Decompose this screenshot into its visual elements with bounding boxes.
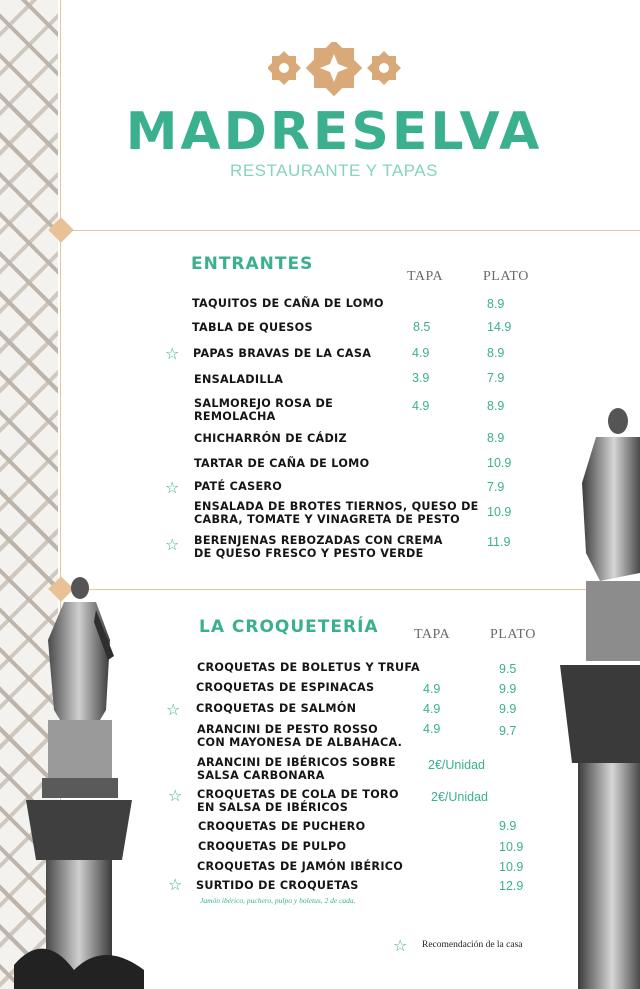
column-statue-left-image (14, 570, 144, 989)
menu-item-plato-price: 8.9 (487, 346, 505, 360)
star-outline-icon: ☆ (168, 786, 183, 805)
menu-item-name: ARANCINI DE PESTO ROSSO CON MAYONESA DE ALBAHACA. (197, 723, 403, 749)
restaurant-tagline: RESTAURANTE Y TAPAS (230, 161, 438, 180)
menu-item-unit-price: 2€/Unidad (431, 790, 488, 804)
menu-item-name: CROQUETAS DE BOLETUS Y TRUFA (197, 661, 420, 674)
legend-recommendation-text: Recomendación de la casa (422, 940, 523, 950)
menu-item-plato-price: 11.9 (487, 535, 511, 549)
menu-item-plato-price: 8.9 (487, 431, 505, 445)
menu-item-plato-price: 9.7 (499, 724, 517, 738)
menu-item-name: CROQUETAS DE COLA DE TORO EN SALSA DE IBÉRICOS (197, 788, 399, 814)
surtido-note: Jamón ibérico, puchero, pulpo y boletus, 2 de cada. (200, 896, 356, 905)
column-header-tapa: TAPA (407, 269, 444, 284)
star-outline-icon: ☆ (165, 535, 180, 554)
menu-item-tapa-price: 4.9 (412, 399, 430, 413)
menu-item-plato-price: 8.9 (487, 399, 505, 413)
star-outline-icon: ☆ (168, 875, 183, 894)
menu-item-plato-price: 9.9 (499, 682, 517, 696)
section-title-croqueteria: LA CROQUETERÍA (199, 617, 379, 637)
horizontal-rule-middle (60, 589, 640, 590)
menu-item-name: CROQUETAS DE PULPO (198, 840, 347, 853)
star-outline-icon: ☆ (165, 344, 180, 363)
menu-item-plato-price: 10.9 (499, 840, 524, 854)
star-outline-icon: ☆ (165, 478, 180, 497)
menu-item-name: SALMOREJO ROSA DE REMOLACHA (194, 397, 334, 423)
menu-item-plato-price: 10.9 (487, 505, 512, 519)
menu-item-plato-price: 14.9 (487, 320, 512, 334)
menu-item-tapa-price: 3.9 (412, 371, 430, 385)
menu-item-tapa-price: 4.9 (423, 722, 441, 736)
menu-item-tapa-price: 4.9 (423, 702, 441, 716)
moorish-star-ornament-icon (268, 42, 404, 100)
menu-item-name: CHICHARRÓN DE CÁDIZ (194, 432, 347, 445)
menu-item-plato-price: 9.9 (499, 819, 517, 833)
column-header-plato: PLATO (483, 269, 529, 284)
menu-item-name: TARTAR DE CAÑA DE LOMO (194, 457, 370, 470)
menu-item-tapa-price: 4.9 (423, 682, 441, 696)
column-header-tapa: TAPA (414, 627, 451, 642)
menu-item-plato-price: 7.9 (487, 371, 505, 385)
menu-item-name: ENSALADA DE BROTES TIERNOS, QUESO DE CABRA, TOMATE Y VINAGRETA DE PESTO (194, 500, 479, 526)
menu-item-name: CROQUETAS DE JAMÓN IBÉRICO (197, 860, 404, 873)
menu-item-name: CROQUETAS DE ESPINACAS (196, 681, 375, 694)
menu-item-name: BERENJENAS REBOZADAS CON CREMA DE QUESO FRESCO Y PESTO VERDE (194, 534, 443, 560)
menu-item-tapa-price: 4.9 (412, 346, 430, 360)
menu-item-tapa-price: 8.5 (413, 320, 431, 334)
column-statue-right-image (556, 403, 640, 989)
menu-item-name: TABLA DE QUESOS (192, 321, 313, 334)
menu-item-plato-price: 12.9 (499, 879, 524, 893)
menu-item-name: ARANCINI DE IBÉRICOS SOBRE SALSA CARBONARA (197, 756, 396, 782)
star-outline-icon: ☆ (393, 936, 408, 955)
horizontal-rule-top (60, 230, 640, 231)
restaurant-name: MADRESELVA (125, 102, 543, 162)
menu-item-plato-price: 9.9 (499, 702, 517, 716)
column-header-plato: PLATO (490, 627, 536, 642)
menu-item-name: PAPAS BRAVAS DE LA CASA (193, 347, 372, 360)
section-title-entrantes: ENTRANTES (191, 254, 314, 274)
menu-item-name: SURTIDO DE CROQUETAS (196, 879, 359, 892)
menu-item-plato-price: 10.9 (499, 860, 524, 874)
menu-item-name: PATÉ CASERO (194, 480, 283, 493)
menu-item-name: ENSALADILLA (194, 373, 284, 386)
menu-item-name: TAQUITOS DE CAÑA DE LOMO (192, 297, 384, 310)
star-outline-icon: ☆ (166, 700, 181, 719)
menu-item-name: CROQUETAS DE PUCHERO (198, 820, 366, 833)
menu-item-plato-price: 9.5 (499, 662, 517, 676)
menu-item-unit-price: 2€/Unidad (428, 758, 485, 772)
menu-item-name: CROQUETAS DE SALMÓN (196, 702, 357, 715)
menu-item-plato-price: 8.9 (487, 297, 505, 311)
menu-item-plato-price: 10.9 (487, 456, 512, 470)
menu-item-plato-price: 7.9 (487, 480, 505, 494)
